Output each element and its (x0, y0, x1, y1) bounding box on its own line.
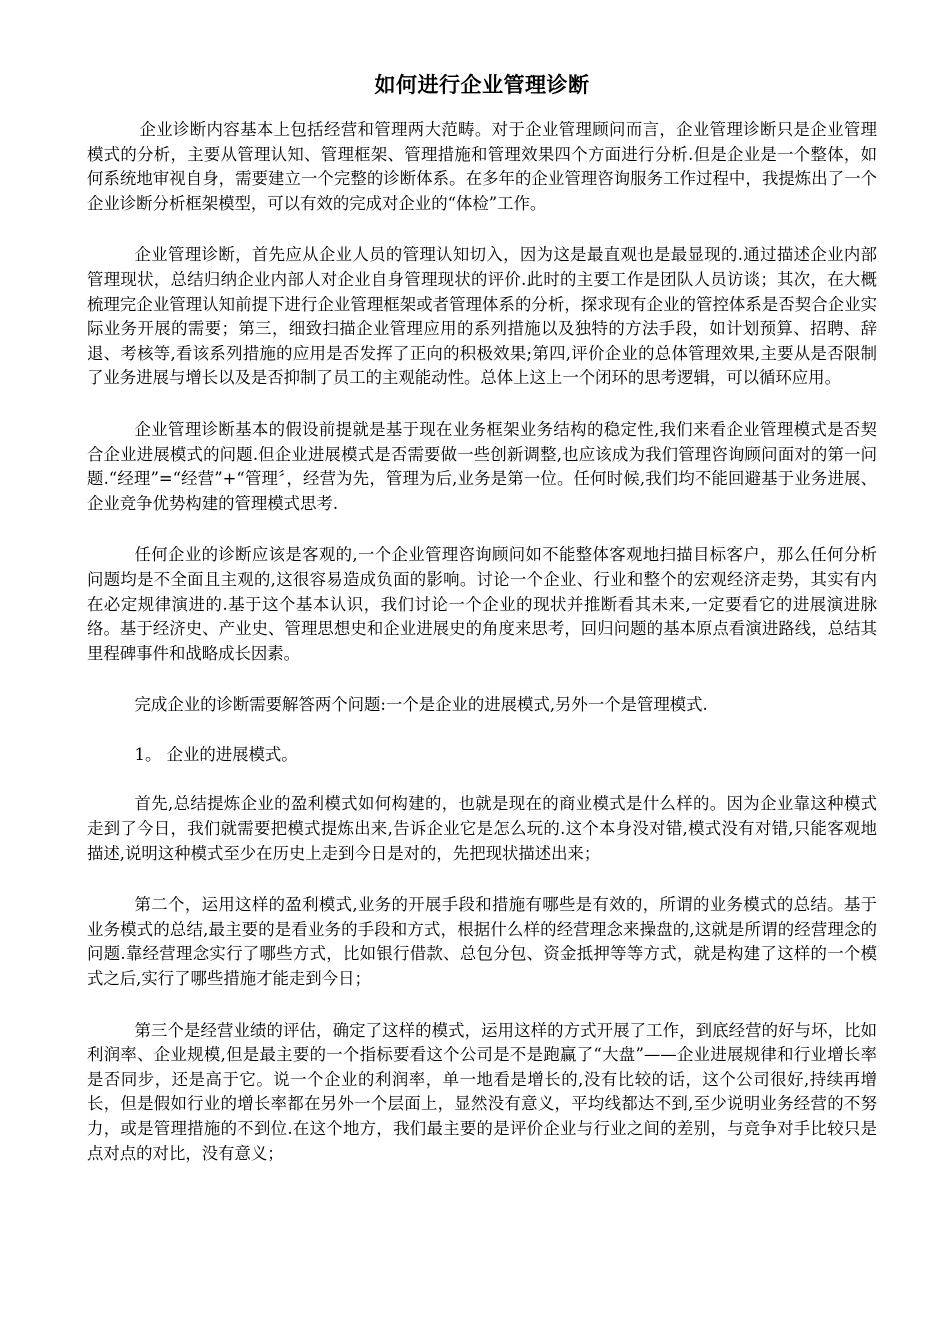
document-page (87, 70, 877, 1193)
paragraph-7: 第二个，运用这样的盈利模式,业务的开展手段和措施有哪些是有效的，所谓的业务模式的总结。基于业务模式的总结,最主要的是看业务的手段和方式，根据什么样的经营理念来操盘的,这就是所谓的经营理念的问题.靠经营理念实行了哪些方式，比如银行借款、总包分包、资金抵押等等方式，就是构建了这样的一个模式之后,实行了哪些措施才能走到今日； (87, 895, 877, 989)
paragraph-6: 首先,总结提炼企业的盈利模式如何构建的，也就是现在的商业模式是什么样的。因为企业靠这种模式走到了今日，我们就需要把模式提炼出来,告诉企业它是怎么玩的.这个本身没对错,模式没有对错,只能客观地描述,说明这种模式至少在历史上走到今日是对的，先把现状描述出来； (87, 794, 877, 863)
paragraph-3: 企业管理诊断基本的假设前提就是基于现在业务框架业务结构的稳定性,我们来看企业管理模式是否契合企业进展模式的问题.但企业进展模式是否需要做一些创新调整,也应该成为我们管理咨询顾问面对的第一问题.“经理”=“经营”+“管理〞，经营为先，管理为后,业务是第一位。任何时候,我们均不能回避基于业务进展、企业竞争优势构建的管理模式思考. (87, 419, 877, 513)
document-title: 如何进行企业管理诊断 (374, 73, 590, 97)
paragraph-5: 完成企业的诊断需要解答两个问题:一个是企业的进展模式,另外一个是管理模式. (134, 695, 708, 715)
paragraph-4: 任何企业的诊断应该是客观的,一个企业管理咨询顾问如不能整体客观地扫描目标客户，那么任何分析问题均是不全面且主观的,这很容易造成负面的影响。讨论一个企业、行业和整个的宏观经济走势，其实有内在必定规律演进的.基于这个基本认识，我们讨论一个企业的现状并推断看其未来,一定要看它的进展演进脉络。基于经济史、产业史、管理思想史和企业进展史的角度来思考，回归问题的基本原点看演进路线，总结其里程碑事件和战略成长因素。 (87, 545, 877, 663)
paragraph-1: 企业诊断内容基本上包括经营和管理两大范畴。对于企业管理顾问而言，企业管理诊断只是企业管理模式的分析，主要从管理认知、管理框架、管理措施和管理效果四个方面进行分析.但是企业是一个整体，如何系统地审视自身，需要建立一个完整的诊断体系。在多年的企业管理咨询服务工作过程中，我提炼出了一个企业诊断分析框架模型，可以有效的完成对企业的“体检”工作。 (87, 120, 877, 213)
paragraph-8: 第三个是经营业绩的评估，确定了这样的模式，运用这样的方式开展了工作，到底经营的好与坏，比如利润率、企业规模,但是最主要的一个指标要看这个公司是不是跑赢了“大盘”——企业进展规律和行业增长率是否同步，还是高于它。说一个企业的利润率，单一地看是增长的,没有比较的话，这个公司很好,持续再增长，但是假如行业的增长率都在另外一个层面上，显然没有意义，平均线都达不到,至少说明业务经营的不努力，或是管理措施的不到位.在这个地方，我们最主要的是评价企业与行业之间的差别，与竞争对手比较只是点对点的对比，没有意义； (87, 1020, 877, 1163)
section-heading-1: 1。 企业的进展模式。 (134, 744, 298, 764)
paragraph-2: 企业管理诊断，首先应从企业人员的管理认知切入，因为这是最直观也是最显现的.通过描述企业内部管理现状，总结归纳企业内部人对企业自身管理现状的评价.此时的主要工作是团队人员访谈；其次，在大概梳理完企业管理认知前提下进行企业管理框架或者管理体系的分析，探求现有企业的管控体系是否契合企业实际业务开展的需要；第三，细致扫描企业管理应用的系列措施以及独特的方法手段，如计划预算、招聘、辞退、考核等,看该系列措施的应用是否发挥了正向的积极效果;第四,评价企业的总体管理效果,主要从是否限制了业务进展与增长以及是否抑制了员工的主观能动性。总体上这上一个闭环的思考逻辑，可以循环应用。 (87, 245, 877, 388)
